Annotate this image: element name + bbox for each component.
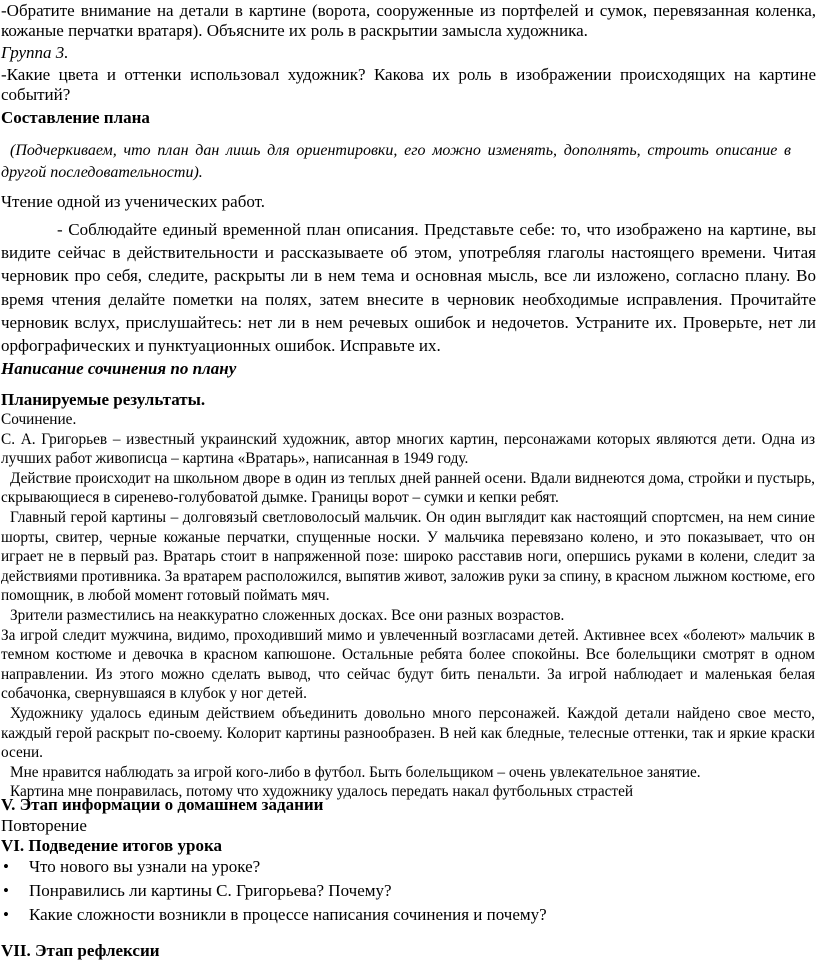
plan-note: (Подчеркиваем, что план дан лишь для ориентировки, его можно изменять, дополнять, строить описание в другой последовательности). [1, 142, 791, 181]
group2-task: -Обратите внимание на детали в картине (ворота, сооруженные из портфелей и сумок, перевязанная коленка, кожаные перчатки вратаря). Объясните их роль в раскрытии замысла художника. [1, 1, 816, 40]
essay-paragraph: Художнику удалось единым действием объединить довольно много персонажей. Каждой детали найдено свое место, каждый герой раскрыт по-своему. Колорит картины разнообразен. В ней как бледные, телесные оттенки, так и яркие краски осени. [1, 704, 815, 762]
plan-heading: Составление плана [1, 108, 150, 127]
stage6-heading: VI. Подведение итогов урока [1, 836, 222, 855]
bullet-icon: • [3, 881, 9, 900]
results-heading: Планируемые результаты. [1, 390, 206, 409]
group3-task: -Какие цвета и оттенки использовал художник? Какова их роль в изображении происходящих на картине событий? [1, 65, 816, 104]
reading-line: Чтение одной из ученических работ. [1, 192, 266, 211]
essay-label: Сочинение. [1, 411, 77, 428]
summary-questions [0, 855, 815, 927]
essay-paragraph: Картина мне понравилась, потому что художнику удалось передать накал футбольных страстей [10, 783, 634, 801]
essay-paragraph: За игрой следит мужчина, видимо, проходивший мимо и увлеченный возгласами детей. Активнее всех «болеют» мальчик в темном костюме и девочка в красном капюшоне. Остальные ребята более спокойны. Все болельщики смотрят в одном направлении. Из этого можно сделать вывод, что сейчас будут бить пенальти. За игрой наблюдает и маленькая белая собачонка, свернувшаяся в клубок у ног детей. [1, 626, 815, 703]
essay-paragraph: Мне нравится наблюдать за игрой кого-либо в футбол. Быть болельщиком – очень увлекательное занятие. [10, 763, 701, 781]
bullet-icon: • [3, 857, 9, 876]
list-item [0, 855, 815, 879]
question-text: Что нового вы узнали на уроке? [29, 857, 261, 876]
writing-heading: Написание сочинения по плану [1, 359, 237, 378]
essay-paragraph: Действие происходит на школьном дворе в один из теплых дней ранней осени. Вдали виднеются дома, стройки и пустырь, скрывающиеся в сиренево-голубоватой дымке. Границы ворот – сумки и кепки ребят. [1, 469, 815, 507]
list-item [0, 879, 815, 903]
essay-paragraph: Главный герой картины – долговязый светловолосый мальчик. Он один выглядит как настоящий спортсмен, на нем синие шорты, свитер, черные кожаные перчатки, спущенные носки. У мальчика перевязано колено, и это показывает, что он играет не в первый раз. Вратарь стоит в напряженной позе: широко расставив ноги, опершись руками в колени, следит за действиями противника. За вратарем расположился, выпятив живот, заложив руки за спину, в красном лыжном костюме, его помощник, в любой момент готовый поймать мяч. [1, 508, 815, 605]
essay-paragraph: Зрители разместились на неаккуратно сложенных досках. Все они разных возрастов. [10, 606, 565, 624]
bullet-icon: • [3, 905, 9, 924]
group3-label: Группа 3. [1, 43, 69, 62]
stage7-heading: VII. Этап рефлексии [1, 941, 160, 960]
list-item [0, 903, 815, 927]
instruction-paragraph: - Соблюдайте единый временной план описания. Представьте себе: то, что изображено на картине, вы видите сейчас в действительности и рассказываете об этом, употребляя глаголы настоящего времени. Читая черновик про себя, следите, раскрыты ли в нем тема и основная мысль, все ли изложено, согласно плану. Во время чтения делайте пометки на полях, затем внесите в черновик необходимые исправления. Прочитайте черновик вслух, прислушайтесь: нет ли в нем речевых ошибок и недочетов. Устраните их. Проверьте, нет ли орфографических и пунктуационных ошибок. Исправьте их. [1, 220, 816, 356]
stage5-heading: V. Этап информации о домашнем задании [1, 795, 324, 814]
essay-paragraph: С. А. Григорьев – известный украинский художник, автор многих картин, персонажами которых являются дети. Одна из лучших работ живописца – картина «Вратарь», написанная в 1949 году. [1, 430, 815, 468]
question-text: Понравились ли картины С. Григорьева? Почему? [29, 881, 392, 900]
repetition-text: Повторение [1, 816, 87, 835]
question-text: Какие сложности возникли в процессе написания сочинения и почему? [29, 905, 547, 924]
essay [0, 410, 815, 802]
